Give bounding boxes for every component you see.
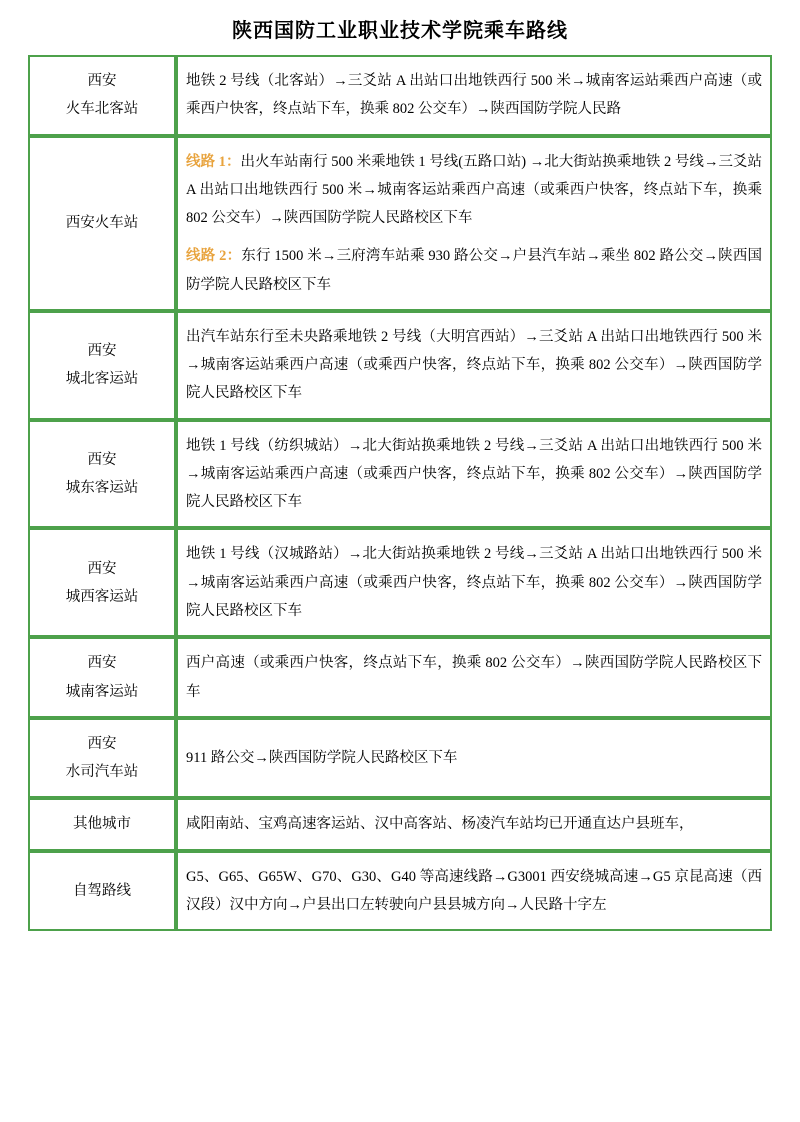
route-text: 地铁 1 号线（纺织城站）→北大街站换乘地铁 2 号线→三爻站 A 出站口出地铁西行 500 米→城南客运站乘西户高速（或乘西户快客，终点站下车，换乘 802 公交车）→陕西国防学院人民路校区下车: [186, 437, 762, 511]
route-segment: [186, 744, 762, 772]
origin-line: 西安火车站: [65, 215, 139, 232]
origin-line: 西安: [87, 342, 117, 359]
row-origin-cell: [28, 718, 176, 799]
row-origin-cell: [28, 136, 176, 311]
route-text: 911 路公交→陕西国防学院人民路校区下车: [186, 749, 458, 766]
origin-line: 城南客运站: [65, 683, 139, 700]
document-page: [0, 14, 800, 1122]
row-origin-cell: [28, 798, 176, 850]
table-row: [28, 311, 772, 420]
table-row: [28, 55, 772, 136]
table-row: [28, 420, 772, 529]
row-route-cell: [176, 718, 772, 799]
route-text: G5、G65、G65W、G70、G30、G40 等高速线路→G3001 西安绕城高速→G5 京昆高速（西汉段）汉中方向→户县出口左转驶向户县县城方向→人民路十字左: [186, 868, 762, 913]
route-label: 线路 1：: [186, 153, 241, 170]
row-origin-cell: [28, 311, 176, 420]
route-segment: [186, 323, 762, 408]
route-segment: [186, 148, 762, 233]
row-origin-cell: [28, 528, 176, 637]
route-segment: [186, 242, 762, 299]
table-row: [28, 637, 772, 718]
route-segment: [186, 540, 762, 625]
route-segment: [186, 649, 762, 706]
origin-line: 其他城市: [73, 816, 131, 833]
origin-line: 城北客运站: [65, 371, 139, 388]
row-route-cell: [176, 311, 772, 420]
table-row: [28, 528, 772, 637]
origin-line: 西安: [87, 73, 117, 89]
table-row: [28, 136, 772, 311]
route-segment: [186, 863, 762, 920]
origin-line: 西安: [87, 735, 117, 752]
page-title: 陕西国防工业职业技术学院乘车路线: [232, 20, 568, 42]
row-route-cell: [176, 136, 772, 311]
origin-line: 城西客运站: [65, 588, 139, 605]
origin-line: 西安: [87, 451, 117, 468]
table-row: [28, 798, 772, 850]
origin-line: 自驾路线: [73, 882, 131, 899]
route-text: 地铁 1 号线（汉城路站）→北大街站换乘地铁 2 号线→三爻站 A 出站口出地铁西行 500 米→城南客运站乘西户高速（或乘西户快客，终点站下车，换乘 802 公交车）→陕西国防学院人民路校区下车: [186, 546, 762, 619]
row-route-cell: [176, 55, 772, 136]
row-origin-cell: [28, 851, 176, 932]
route-text: 地铁 2 号线（北客站）→三爻站 A 出站口出地铁西行 500 米→城南客运站乘西户高速（或乘西户快客，终点站下车，换乘 802 公交车）→陕西国防学院人民路: [186, 73, 762, 118]
route-text: 出汽车站东行至未央路乘地铁 2 号线（大明宫西站）→三爻站 A 出站口出地铁西行 500 米→城南客运站乘西户高速（或乘西户快客，终点站下车，换乘 802 公交车）→陕西国防学院人民路校区下车: [186, 328, 762, 402]
route-text: 出火车站南行 500 米乘地铁 1 号线(五路口站) →北大街站换乘地铁 2 号线→三爻站 A 出站口出地铁西行 500 米→城南客运站乘西户高速（或乘西户快客，终点站下车，换乘 802 公交车）→陕西国防学院人民路校区下车: [186, 153, 763, 227]
row-route-cell: [176, 851, 772, 932]
origin-line: 西安: [87, 560, 117, 577]
row-route-cell: [176, 637, 772, 718]
row-route-cell: [176, 420, 772, 529]
route-text: 东行 1500 米→三府湾车站乘 930 路公交→户县汽车站→乘坐 802 路公交→陕西国防学院人民路校区下车: [186, 248, 763, 293]
route-table: [28, 55, 772, 931]
route-segment: [186, 432, 762, 517]
origin-line: 水司汽车站: [65, 764, 139, 781]
route-segment: [186, 67, 762, 124]
row-origin-cell: [28, 420, 176, 529]
route-text: 西户高速（或乘西户快客，终点站下车，换乘 802 公交车）→陕西国防学院人民路校区下车: [186, 655, 762, 700]
table-row: [28, 718, 772, 799]
route-table-body: [28, 55, 772, 931]
row-origin-cell: [28, 55, 176, 136]
route-label: 线路 2：: [186, 248, 242, 265]
origin-line: 城东客运站: [65, 480, 139, 497]
row-route-cell: [176, 528, 772, 637]
row-origin-cell: [28, 637, 176, 718]
origin-line: 火车北客站: [65, 101, 139, 118]
table-row: [28, 851, 772, 932]
row-route-cell: [176, 798, 772, 850]
route-segment: [186, 810, 762, 838]
origin-line: 西安: [87, 655, 117, 672]
route-text: 咸阳南站、宝鸡高速客运站、汉中高客站、杨凌汽车站均已开通直达户县班车，: [186, 816, 694, 833]
